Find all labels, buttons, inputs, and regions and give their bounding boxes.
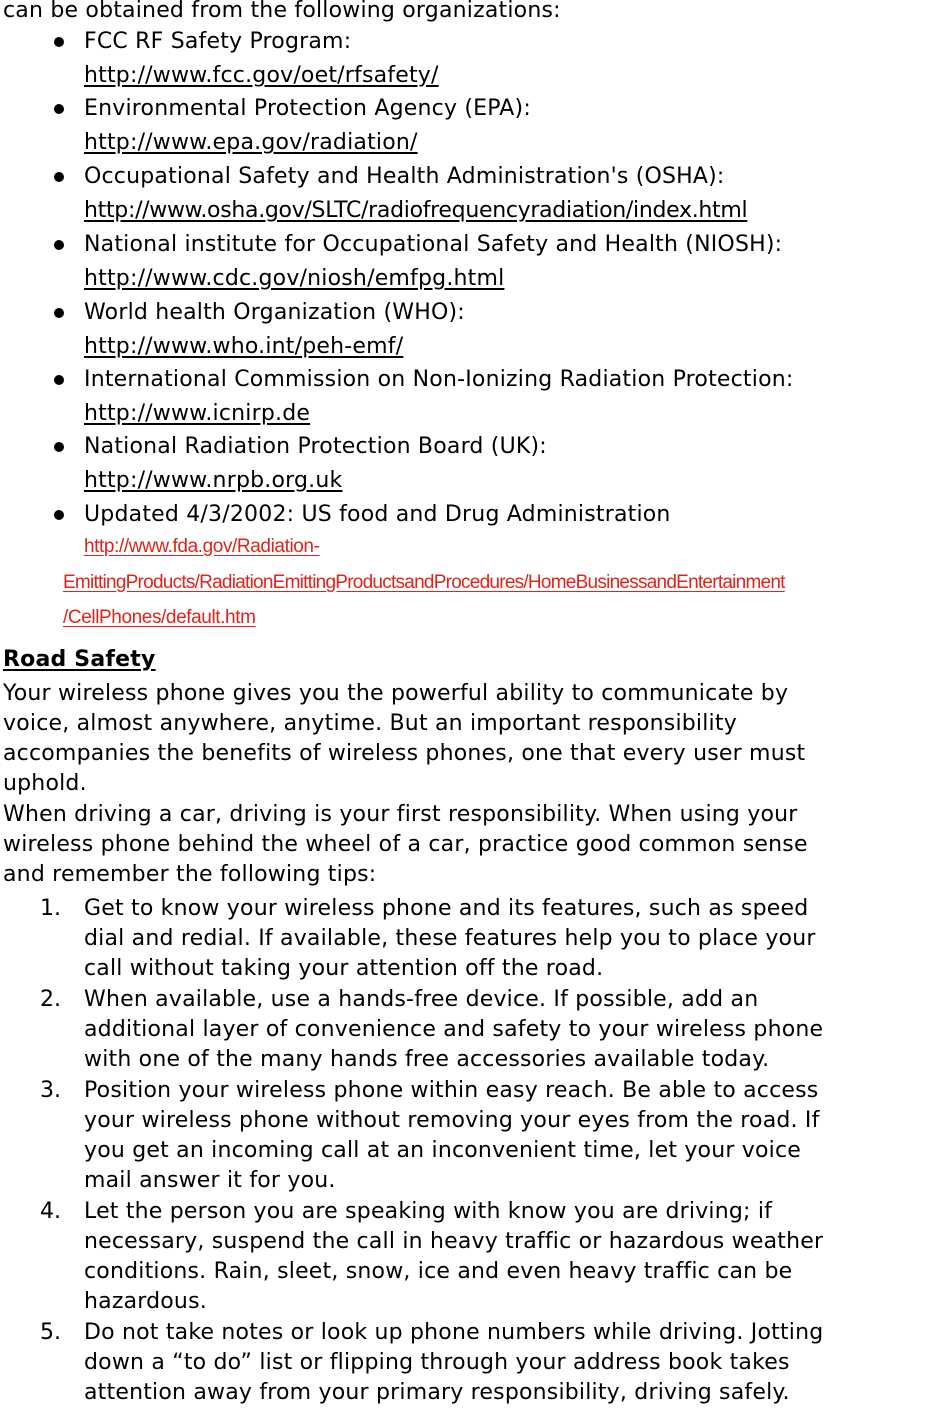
- org-link[interactable]: http://www.epa.gov/radiation/: [84, 130, 418, 155]
- tip-line: attention away from your primary responsibility, driving safely.: [84, 1380, 790, 1405]
- fda-link-part-1[interactable]: http://www.fda.gov/Radiation-: [84, 536, 320, 557]
- tip-number: 4.: [40, 1199, 61, 1224]
- org-link[interactable]: http://www.nrpb.org.uk: [84, 468, 343, 493]
- bullet-icon: [54, 375, 64, 385]
- org-name: International Commission on Non-Ionizing Radiation Protection:: [84, 367, 794, 392]
- org-name: National institute for Occupational Safety and Health (NIOSH):: [84, 232, 783, 257]
- org-link[interactable]: http://www.who.int/peh-emf/: [84, 334, 404, 359]
- bullet-icon: [54, 37, 64, 47]
- tip-line: your wireless phone without removing your eyes from the road. If: [84, 1108, 820, 1133]
- tip-line: conditions. Rain, sleet, snow, ice and even heavy traffic can be: [84, 1259, 793, 1284]
- paragraph-line: When driving a car, driving is your first responsibility. When using your: [3, 802, 798, 827]
- tip-line: dial and redial. If available, these features help you to place your: [84, 926, 816, 951]
- org-link[interactable]: http://www.osha.gov/SLTC/radiofrequencyradiation/index.html: [84, 198, 748, 223]
- tip-line: Let the person you are speaking with know you are driving; if: [84, 1199, 773, 1224]
- org-name: World health Organization (WHO):: [84, 300, 465, 325]
- bullet-icon: [54, 442, 64, 452]
- tip-line: mail answer it for you.: [84, 1168, 336, 1193]
- org-name: Occupational Safety and Health Administration's (OSHA):: [84, 164, 725, 189]
- tip-line: necessary, suspend the call in heavy traffic or hazardous weather: [84, 1229, 824, 1254]
- fda-link-part-3[interactable]: /CellPhones/default.htm: [63, 607, 256, 628]
- tip-line: Get to know your wireless phone and its features, such as speed: [84, 896, 809, 921]
- tip-line: call without taking your attention off the road.: [84, 956, 604, 981]
- tip-number: 3.: [40, 1078, 61, 1103]
- org-link[interactable]: http://www.cdc.gov/niosh/emfpg.html: [84, 266, 505, 291]
- org-link[interactable]: http://www.fcc.gov/oet/rfsafety/: [84, 63, 439, 88]
- tip-line: additional layer of convenience and safety to your wireless phone: [84, 1017, 824, 1042]
- org-link[interactable]: http://www.icnirp.de: [84, 401, 311, 426]
- bullet-icon: [54, 240, 64, 250]
- paragraph-line: wireless phone behind the wheel of a car, practice good common sense: [3, 832, 808, 857]
- paragraph-line: uphold.: [3, 771, 87, 796]
- paragraph-line: voice, almost anywhere, anytime. But an important responsibility: [3, 711, 737, 736]
- org-name: Environmental Protection Agency (EPA):: [84, 96, 531, 121]
- tip-line: hazardous.: [84, 1289, 207, 1314]
- bullet-icon: [54, 172, 64, 182]
- bullet-icon: [54, 104, 64, 114]
- intro-text: can be obtained from the following organizations:: [3, 0, 561, 23]
- paragraph-line: and remember the following tips:: [3, 862, 377, 887]
- tip-line: Do not take notes or look up phone numbers while driving. Jotting: [84, 1320, 824, 1345]
- tip-number: 1.: [40, 896, 61, 921]
- paragraph-line: Your wireless phone gives you the powerful ability to communicate by: [3, 681, 789, 706]
- tip-number: 2.: [40, 987, 61, 1012]
- tip-line: Position your wireless phone within easy reach. Be able to access: [84, 1078, 819, 1103]
- org-name: National Radiation Protection Board (UK):: [84, 434, 547, 459]
- tip-line: When available, use a hands-free device. If possible, add an: [84, 987, 759, 1012]
- tip-number: 5.: [40, 1320, 61, 1345]
- paragraph-line: accompanies the benefits of wireless phones, one that every user must: [3, 741, 806, 766]
- org-name: FCC RF Safety Program:: [84, 29, 352, 54]
- bullet-icon: [54, 510, 64, 520]
- fda-link-part-2[interactable]: EmittingProducts/RadiationEmittingProductsandProcedures/HomeBusinessandEntertainment: [63, 572, 785, 593]
- section-title: Road Safety: [3, 647, 156, 672]
- tip-line: down a “to do” list or flipping through your address book takes: [84, 1350, 790, 1375]
- tip-line: with one of the many hands free accessories available today.: [84, 1047, 770, 1072]
- bullet-icon: [54, 308, 64, 318]
- org-name: Updated 4/3/2002: US food and Drug Administration: [84, 502, 671, 527]
- tip-line: you get an incoming call at an inconvenient time, let your voice: [84, 1138, 802, 1163]
